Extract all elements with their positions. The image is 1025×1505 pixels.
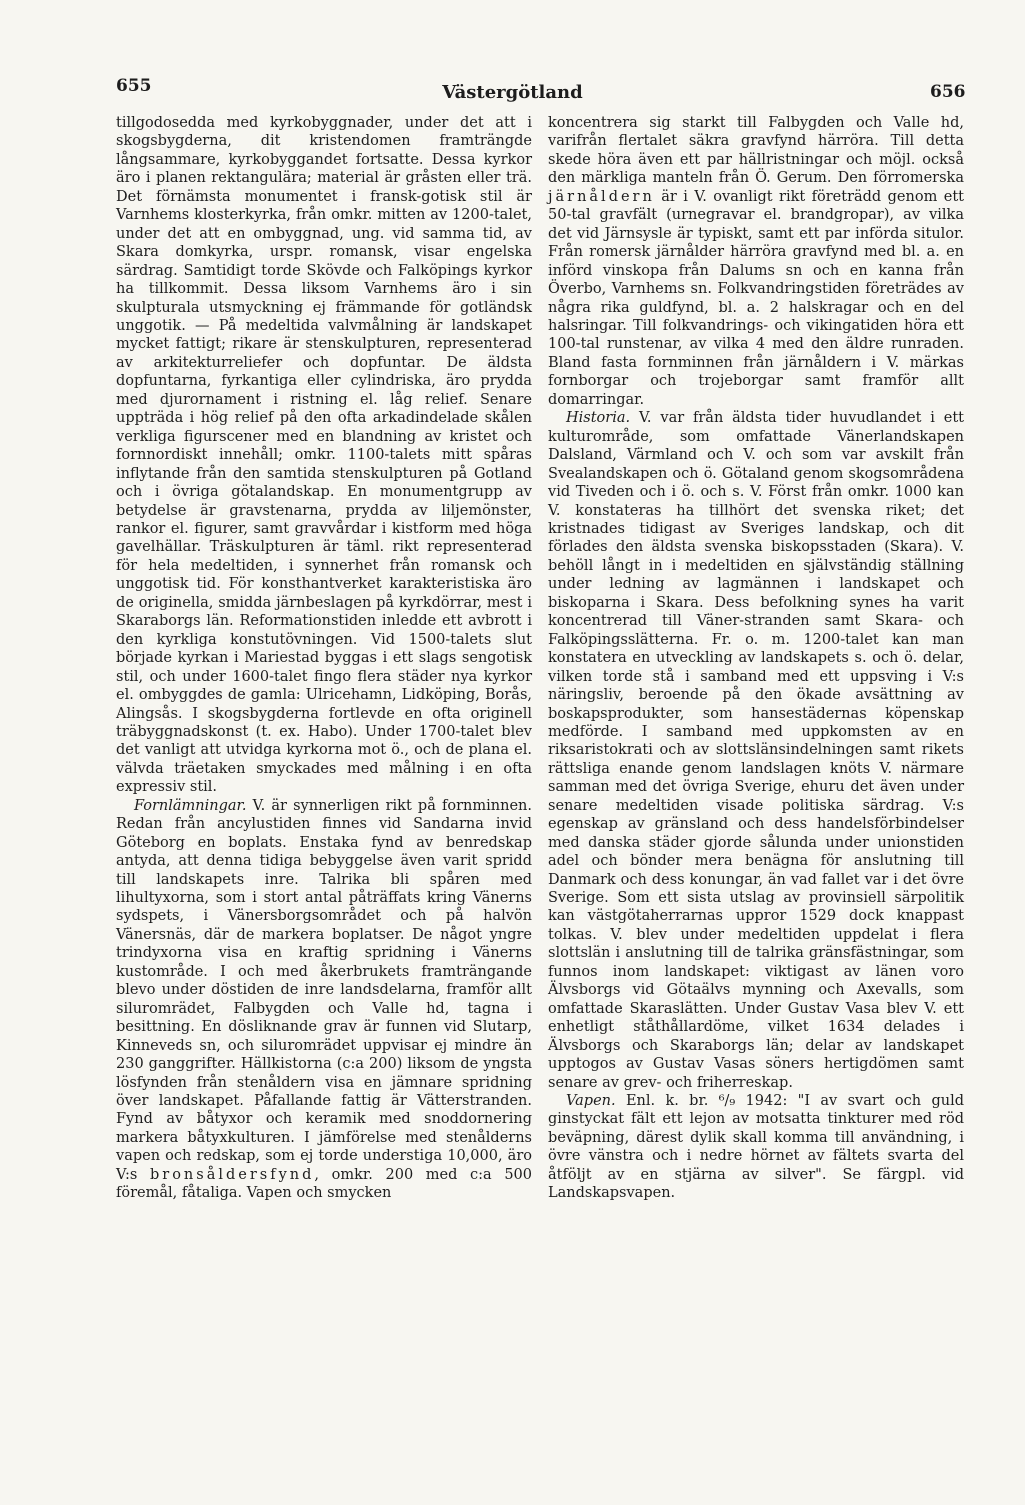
paragraph-continuation: koncentrera sig starkt till Falbygden och Valle hd, varifrån flertalet säkra gravfynd härröra. Till detta skede höra även ett par hällristningar och möjl. också den märkliga manteln från Ö. Gerum. Den förromerska järnåldern är i V. ovanligt rikt företrädd genom ett 50-tal gravfält (urnegravar el. brandgropar), av vilka det vid Järnsysle är typiskt, samt ett par införda situlor. Från romersk järnålder härröra gravfynd med bl. a. en införd vinskopa från Dalums sn och en kanna från Överbo, Varnhems sn. Folkvandringstiden företrädes av några rika guldfynd, bl. a. 2 halskragar och en del halsringar. Till folkvandrings- och vikingatiden höra ett 100-tal runstenar, av vilka 4 med den äldre runraden. Bland fasta fornminnen från järnåldern i V. märkas fornborgar och trojeborgar samt framför allt domarringar. <box>548 115 964 408</box>
spaced-term: bronsåldersfynd <box>149 1166 315 1183</box>
section-heading-historia: Historia. <box>566 410 631 427</box>
paragraph-fornlamningar: Fornlämningar. V. är synnerligen rikt på fornminnen. Redan från ancylustiden finnes vid Sandarna invid Göteborg en boplats. Enstaka fynd av benredskap antyda, att denna tidiga bebyggelse även varit spridd till landskapets inre. Talrika bli spåren med lihultyxorna, som i stort antal påträffats kring Vänerns sydspets, i Vänersborgsområdet och på halvön Vänersnäs, där de markera boplatser. De något yngre trindyxorna visa en kraftig spridning i Vänerns kustområde. I och med åkerbrukets framträngande blevo under döstiden de inre landsdelarna, framför allt siluromrädet, Falbygden och Valle hd, tagna i besittning. En dösliknande grav är funnen vid Slutarp, Kinneveds sn, och siluromrädet uppvisar ej mindre än 230 ganggrifter. Hällkistorna (c:a 200) liksom de yngsta lösfynden från stenåldern visa en jämnare spridning över landskapet. Påfallande fattig är Vätterstranden. Fynd av båtyxor och keramik med snoddornering markera båtyxkulturen. I jämförelse med stenålderns vapen och redskap, som ej torde understiga 10,000, äro V:s bronsåldersfynd, omkr. 200 med c:a 500 föremål, fåtaliga. Vapen och smycken <box>116 797 533 1202</box>
page-number-left: 655 <box>116 76 152 96</box>
spaced-term: järnåldern <box>548 188 655 205</box>
section-heading-vapen: Vapen. <box>566 1093 616 1110</box>
paragraph-art: tillgodosedda med kyrkobyggnader, under det att i skogsbygderna, dit kristendomen framträngde långsammare, kyrkobyggandet fortsatte. Dessa kyrkor äro i planen rektangulära; material är gråsten eller trä. Det förnämsta monumentet i fransk-gotisk stil är Varnhems klosterkyrka, från omkr. mitten av 1200-talet, under det att en ombyggnad, ung. vid samma tid, av Skara domkyrka, urspr. romansk, visar engelska särdrag. Samtidigt torde Skövde och Falköpings kyrkor ha tillkommit. Dessa liksom Varnhems äro i sin skulpturala utsmyckning ej främmande för gotländsk unggotik. — På medeltida valvmålning är landskapet mycket fattigt; rikare är stenskulpturen, representerad av arkitekturreliefer och dopfuntar. De äldsta dopfuntarna, fyrkantiga eller cylindriska, äro prydda med djurornament i ristning el. låg relief. Senare uppträda i hög relief på den ofta arkadindelade skålen verkliga figurscener med en blandning av kristet och fornnordiskt innehåll; omkr. 1100-talets mitt spåras inflytande från den samtida stenskulpturen på Gotland och i övriga götalandskap. En monumentgrupp av betydelse är gravstenarna, prydda av liljemönster, rankor el. figurer, samt gravvårdar i kistform med höga gavelhällar. Träskulpturen är täml. rikt representerad för hela medeltiden, i synnerhet från romansk och unggotisk tid. För konsthantverket karakteristiska äro de originella, smidda järnbeslagen på kyrkdörrar, mest i Skaraborgs län. Reformationstiden inledde ett avbrott i den kyrkliga konstutövningen. Vid 1500-talets slut började kyrkan i Mariestad byggas i ett slags sengotisk stil, och under 1600-talet fingo flera städer nya kyrkor el. ombyggdes de gamla: Ulricehamn, Lidköping, Borås, Alingsås. I skogsbygderna fortlevde en ofta originell träbyggnadskonst (t. ex. Habo). Under 1700-talet blev det vanligt att utvidga kyrkorna mot ö., och de plana el. välvda träetaken smyckades med målning i en ofta expressiv stil. <box>116 115 532 796</box>
section-heading-fornlamningar: Fornlämningar. <box>134 797 247 814</box>
left-column <box>116 114 532 1203</box>
page-title: Västergötland <box>442 82 583 103</box>
paragraph-historia: Historia. V. var från äldsta tider huvudlandet i ett kulturområde, som omfattade Vänerlandskapen Dalsland, Värmland och V. och som var avskilt från Svealandskapen och ö. Götaland genom skogsområdena vid Tiveden och i ö. och s. V. Först från omkr. 1000 kan V. konstateras ha tillhört det svenska riket; det kristnades tidigast av Sveriges landskap, och dit förlades den äldsta svenska biskopsstaden (Skara). V. behöll långt in i medeltiden en självständig ställning under ledning av lagmännen i landskapet och biskoparna i Skara. Dess befolkning synes ha varit koncentrerad till Väner-stranden samt Skara- och Falköpingsslätterna. Fr. o. m. 1200-talet kan man konstatera en utveckling av landskapets s. och ö. delar, vilken torde stå i samband med ett uppsving i V:s näringsliv, beroende på den ökade avsättning av boskapsprodukter, som hansestädernas köpenskap medförde. I samband med uppkomsten av en riksaristokrati och av slottslänsindelningen samt rikets rättsliga enande genom landslagen knöts V. närmare samman med det övriga Sverige, ehuru det även under senare medeltiden visade politiska särdrag. V:s egenskap av gränsland och dess handelsförbindelser med danska städer gjorde sålunda under unionstiden adel och bönder mera benägna för anslutning till Danmark och dess konungar, än vad fallet var i det övre Sverige. Som ett sista utslag av provinsiell särpolitik kan västgötaherrarnas uppror 1529 dock knappast tolkas. V. blev under medeltiden uppdelat i flera slottslän i anslutning till de talrika gränsfästningar, som funnos inom landskapet: viktigast av länen voro Älvsborgs vid Götaälvs mynning och Axevalls, som omfattade Skaraslätten. Under Gustav Vasa blev V. ett enhetligt ståthållardöme, vilket 1634 delades i Älvsborgs och Skaraborgs län; delar av landskapet upptogos av Gustav Vasas söners hertigdömen samt senare av grev- och friherreskap. <box>548 410 964 1091</box>
running-header <box>0 74 1025 104</box>
page-number-right: 656 <box>930 82 966 102</box>
paragraph-vapen: Vapen. Enl. k. br. ⁶/₉ 1942: "I av svart och guld ginstyckat fält ett lejon av motsatta tinkturer med röd beväpning, därest dylik skall komma till användning, i övre vänstra och i nedre hörnet av fältets svarta del åtföljt av en stjärna av silver". Se färgpl. vid Landskapsvapen. <box>548 1093 964 1202</box>
right-column <box>548 114 964 1203</box>
